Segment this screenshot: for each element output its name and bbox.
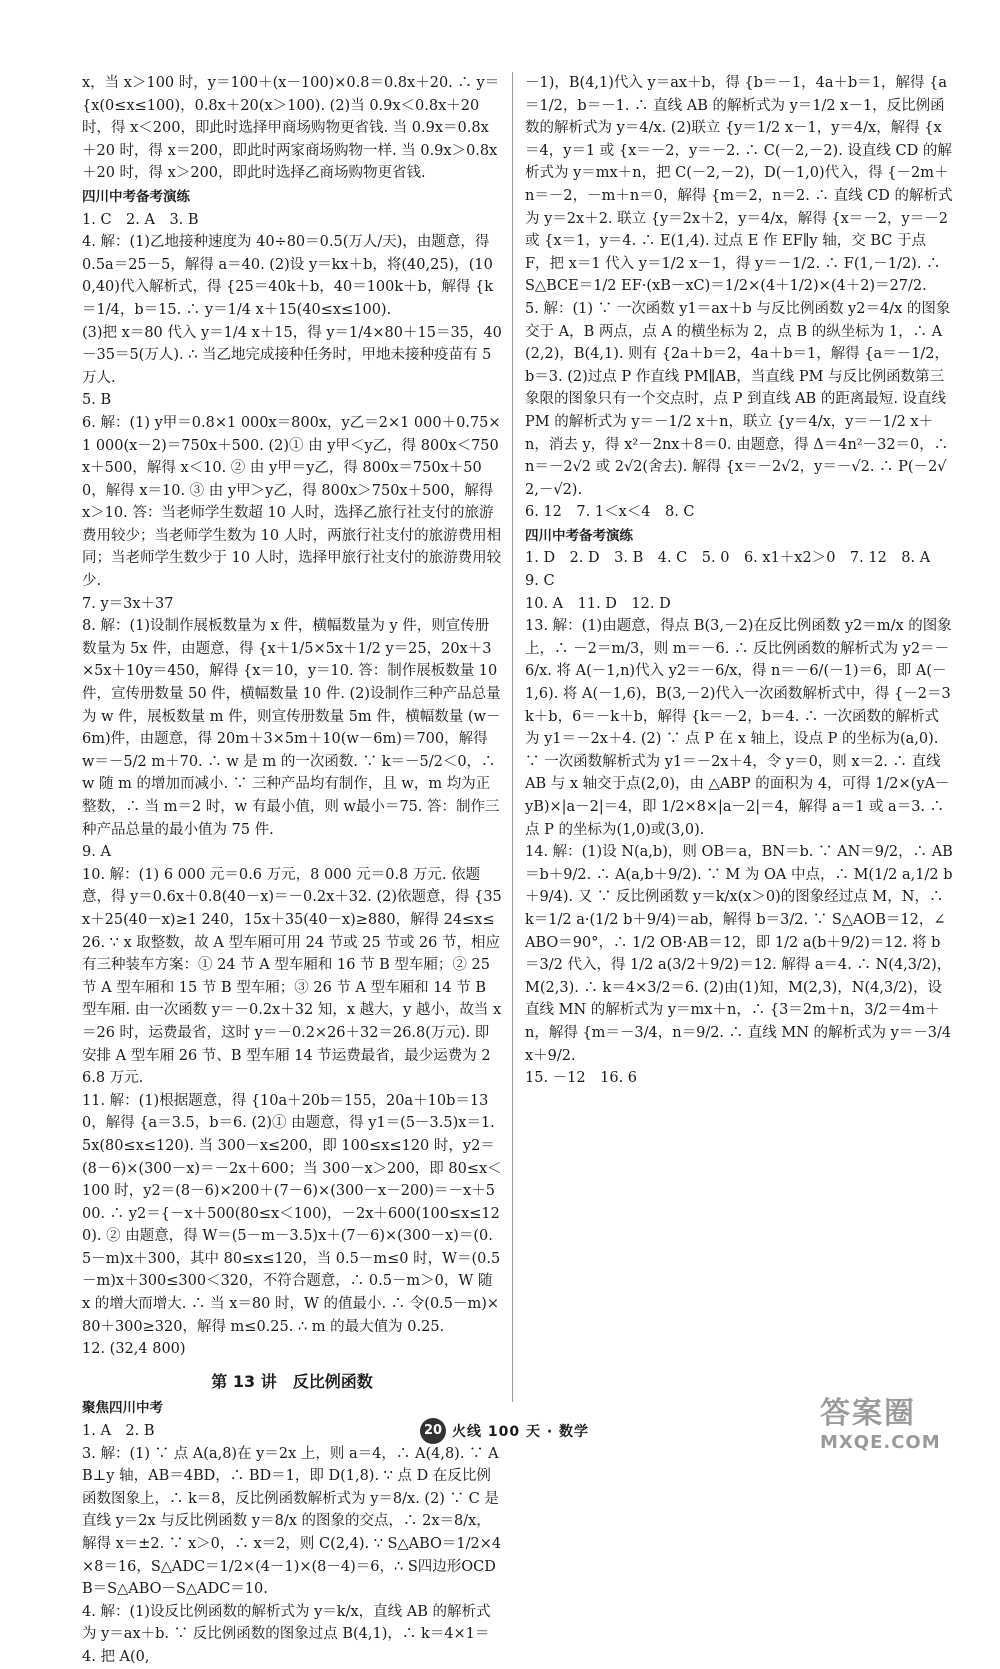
answer-paragraph: 4. 解：(1)设反比例函数的解析式为 y＝k/x，直线 AB 的解析式为 y＝ax＋b. ∵ 反比例函数的图象过点 B(4,1)，∴ k＝4×1＝4. 把 A(0, — [82, 1603, 491, 1665]
answer-paragraph: 1. A 2. B — [82, 1423, 155, 1440]
lesson-title: 第 13 讲 反比例函数 — [211, 1371, 373, 1391]
page-footer — [420, 1418, 589, 1444]
right-column — [525, 72, 953, 1090]
answer-paragraph: 8. 解：(1)设制作展板数量为 x 件，横幅数量为 y 件，则宣传册数量为 5x 件，由题意，得 {x＋1/5×5x＋1/2 y＝25，20x＋3×5x＋10y＝450，解得 {x＝10，y＝10. 答：制作展板数量 10 件，宣传册数量 50 件，横幅数量 10 件. (2)设制作三种产品总量为 w 件，展板数量 m 件，则宣传册数量 5m 件，横幅数量 (w－6m)件，由题意，得 20m＋3×5m＋10(w－6m)＝700，解得 w＝－5/2 m＋70. ∴ w 是 m 的一次函数. ∵ k＝－5/2＜0，∴ w 随 m 的增加而减小. ∵ 三种产品均有制作，且 w，m 均为正整数，∴ 当 m＝2 时，w 有最小值，则 w最小＝75. 答：制作三种产品总量的最小值为 75 件. — [82, 618, 501, 838]
page-number: 20 — [420, 1418, 446, 1444]
answer-paragraph: 14. 解：(1)设 N(a,b)，则 OB＝a，BN＝b. ∵ AN＝9/2，∴ AB＝b＋9/2. ∴ A(a,b＋9/2). ∵ M 为 OA 中点，∴ M(1/2 a,1/2 b＋9/4). 又 ∵ 反比例函数 y＝k/x(x＞0)的图象经过点 M，N，∴ k＝1/2 a·(1/2 b＋9/4)＝ab，解得 b＝3/2. ∵ S△AOB＝12，∠ABO＝90°，∴ 1/2 OB·AB＝12，即 1/2 a(b＋9/2)＝12. 将 b＝3/2 代入，得 1/2 a(3/2＋9/2)＝12. 解得 a＝4. ∴ N(4,3/2)，M(2,3). ∴ k＝4×3/2＝6. (2)由(1)知，M(2,3)，N(4,3/2)，设直线 MN 的解析式为 y＝mx＋n，∴ {3＝2m＋n，3/2＝4m＋n，解得 {m＝－3/4，n＝9/2. ∴ 直线 MN 的解析式为 y＝－3/4 x＋9/2. — [525, 844, 953, 1064]
answer-paragraph: 5. B — [82, 392, 112, 409]
answer-paragraph: －1)，B(4,1)代入 y＝ax＋b，得 {b＝－1，4a＋b＝1，解得 {a＝1/2，b＝－1. ∴ 直线 AB 的解析式为 y＝1/2 x－1，反比例函数的解析式为 y＝4/x. (2)联立 {y＝1/2 x－1，y＝4/x，解得 {x＝4，y＝1 或 {x＝－2，y＝－2. ∴ C(－2,－2). 设直线 CD 的解析式为 y＝mx＋n，把 C(－2,－2)，D(－1,0)代入，得 {－2m＋n＝－2，－m＋n＝0，解得 {m＝2，n＝2. ∴ 直线 CD 的解析式为 y＝2x＋2. 联立 {y＝2x＋2，y＝4/x，解得 {x＝－2，y＝－2 或 {x＝1，y＝4. ∴ E(1,4). 过点 E 作 EF∥y 轴，交 BC 于点 F，把 x＝1 代入 y＝1/2 x－1，得 y＝－1/2. ∴ F(1,－1/2). ∴ S△BCE＝1/2 EF·(xB－xC)＝1/2×(4＋1/2)×(4＋2)＝27/2. — [525, 75, 953, 295]
answer-paragraph: 10. A 11. D 12. D — [525, 595, 671, 612]
answer-paragraph: 10. 解：(1) 6 000 元＝0.6 万元，8 000 元＝0.8 万元. 依题意，得 y＝0.6x＋0.8(40－x)＝－0.2x＋32. (2)依题意，得 {35x＋25(40－x)≥1 240，15x＋35(40－x)≥880，解得 24≤x≤26. ∵ x 取整数，故 A 型车厢可用 24 节或 25 节或 26 节，相应有三种装车方案：① 24 节 A 型车厢和 16 节 B 型车厢；② 25 节 A 型车厢和 15 节 B 型车厢；③ 26 节 A 型车厢和 14 节 B 型车厢. 由一次函数 y＝－0.2x＋32 知，x 越大，y 越小，故当 x＝26 时，运费最省，这时 y＝－0.2×26＋32＝26.8(万元). 即安排 A 型车厢 26 节、B 型车厢 14 节运费最省，最少运费为 26.8 万元. — [82, 866, 502, 1087]
answer-paragraph: (3)把 x＝80 代入 y＝1/4 x＋15，得 y＝1/4×80＋15＝35，40－35＝5(万人). ∴ 当乙地完成接种任务时，甲地未接种疫苗有 5 万人. — [82, 324, 502, 386]
section-heading: 四川中考备考演练 — [525, 527, 633, 544]
answer-paragraph: 15. －12 16. 6 — [525, 1070, 638, 1087]
answer-paragraph: 6. 12 7. 1＜x＜4 8. C — [525, 504, 695, 521]
answer-paragraph: 3. 解：(1) ∵ 点 A(a,8)在 y＝2x 上，则 a＝4，∴ A(4,8). ∵ AB⊥y 轴，AB＝4BD，∴ BD＝1，即 D(1,8). ∵ 点 D 在反比例函数图象上，∴ k＝8，反比例函数解析式为 y＝8/x. (2) ∵ C 是直线 y＝2x 与反比例函数 y＝8/x 的图象的交点，∴ 2x＝8/x，解得 x＝±2. ∵ x＞0，∴ x＝2，则 C(2,4). ∵ S△ABO＝1/2×4×8＝16，S△ADC＝1/2×(4－1)×(8－4)＝6，∴ S四边形OCDB＝S△ABO－S△ADC＝10. — [82, 1445, 502, 1598]
answer-paragraph: 12. (32,4 800) — [82, 1341, 186, 1358]
answer-paragraph: 13. 解：(1)由题意，得点 B(3,－2)在反比例函数 y2＝m/x 的图象上，∴ －2＝m/3，则 m＝－6. ∴ 反比例函数的解析式为 y2＝－6/x. 将 A(－1,n)代入 y2＝－6/x，得 n＝－6/(－1)＝6，即 A(－1,6). 将 A(－1,6)，B(3,－2)代入一次函数解析式中，得 {－2＝3k＋b，6＝－k＋b，解得 {k＝－2，b＝4. ∴ 一次函数的解析式为 y1＝－2x＋4. (2) ∵ 点 P 在 x 轴上，设点 P 的坐标为(a,0). ∵ 一次函数解析式为 y1＝－2x＋4，令 y＝0，则 x＝2. ∴ 直线 AB 与 x 轴交于点(2,0)，由 △ABP 的面积为 4，可得 1/2×(yA－yB)×|a－2|＝4，即 1/2×8×|a－2|＝4，解得 a＝1 或 a＝3. ∴ 点 P 的坐标为(1,0)或(3,0). — [525, 618, 952, 838]
answer-paragraph: 4. 解：(1)乙地接种速度为 40÷80＝0.5(万人/天)，由题意，得 0.5a＝25－5，解得 a＝40. (2)设 y＝kx＋b，将(40,25)，(100,40)代入解析式，得 {25＝40k＋b，40＝100k＋b，解得 {k＝1/4，b＝15. ∴ y＝1/4 x＋15(40≤x≤100). — [82, 234, 494, 318]
section-heading: 聚焦四川中考 — [82, 1400, 163, 1417]
answer-paragraph: 1. D 2. D 3. B 4. C 5. 0 6. x1＋x2＞0 7. 12 8. A 9. C — [525, 550, 945, 590]
answer-paragraph: x，当 x＞100 时，y＝100＋(x－100)×0.8＝0.8x＋20. ∴ y＝ {x(0≤x≤100)，0.8x＋20(x＞100). (2)当 0.9x＜0.8x＋20 时，得 x＜200，即此时选择甲商场购物更省钱. 当 0.9x＝0.8x＋20 时，得 x＝200，即此时两家商场购物一样. 当 0.9x＞0.8x＋20 时，得 x＞200，即此时选择乙商场购物更省钱. — [82, 75, 500, 182]
answer-paragraph: 6. 解：(1) y甲＝0.8×1 000x＝800x，y乙＝2×1 000＋0.75×1 000(x－2)＝750x＋500. (2)① 由 y甲＜y乙，得 800x＜750x＋500，解得 x＜10. ② 由 y甲＝y乙，得 800x＝750x＋500，解得 x＝10. ③ 由 y甲＞y乙，得 800x＞750x＋500，解得 x＞10. 答：当老师学生数超 10 人时，选择乙旅行社支付的旅游费用较少；当老师学生数为 10 人时，两旅行社支付的旅游费用相同；当老师学生数少于 10 人时，选择甲旅行社支付的旅游费用较少. — [82, 414, 502, 590]
watermark-url: MXQE.COM — [820, 1432, 941, 1453]
column-divider — [512, 72, 513, 1402]
answer-paragraph: 5. 解：(1) ∵ 一次函数 y1＝ax＋b 与反比例函数 y2＝4/x 的图象交于 A，B 两点，点 A 的横坐标为 2，点 B 的纵坐标为 1，∴ A(2,2)，B(4,1). 则有 {2a＋b＝2，4a＋b＝1，解得 {a＝－1/2，b＝3. (2)过点 P 作直线 PM∥AB，当直线 PM 与反比例函数第三象限的图象只有一个交点时，点 P 到直线 AB 的距离最短. 设直线 PM 的解析式为 y＝－1/2 x＋n，联立 {y＝4/x，y＝－1/2 x＋n，消去 y，得 x²－2nx＋8＝0. 由题意，得 Δ＝4n²－32＝0，∴ n＝－2√2 或 2√2(舍去). 解得 {x＝－2√2，y＝－√2. ∴ P(－2√2,－√2). — [525, 300, 951, 498]
answer-paragraph: 7. y＝3x＋37 — [82, 595, 174, 612]
watermark-logo — [820, 1388, 985, 1456]
answer-paragraph: 1. C 2. A 3. B — [82, 211, 199, 228]
answer-paragraph: 9. A — [82, 844, 111, 861]
watermark-text: 答案圈 — [820, 1396, 916, 1431]
section-heading: 四川中考备考演练 — [82, 188, 190, 205]
book-title: 火线 100 天 · 数学 — [452, 1424, 590, 1440]
answer-paragraph: 11. 解：(1)根据题意，得 {10a＋20b＝155，20a＋10b＝130，解得 {a＝3.5，b＝6. (2)① 由题意，得 y1＝(5－3.5)x＝1.5x(80≤x≤120). 当 300－x≤200，即 100≤x≤120 时，y2＝(8－6)×(300－x)＝－2x＋600；当 300－x＞200，即 80≤x＜100 时，y2＝(8－6)×200＋(7－6)×(300－x－200)＝－x＋500. ∴ y2＝{－x＋500(80≤x＜100)，－2x＋600(100≤x≤120). ② 由题意，得 W＝(5－m－3.5)x＋(7－6)×(300－x)＝(0.5－m)x＋300，其中 80≤x≤120，当 0.5－m≤0 时，W＝(0.5－m)x＋300≤300＜320，不符合题意，∴ 0.5－m＞0，W 随 x 的增大而增大. ∴ 当 x＝80 时，W 的值最小. ∴ 令(0.5－m)×80＋300≥320，解得 m≤0.25. ∴ m 的最大值为 0.25. — [82, 1092, 502, 1335]
